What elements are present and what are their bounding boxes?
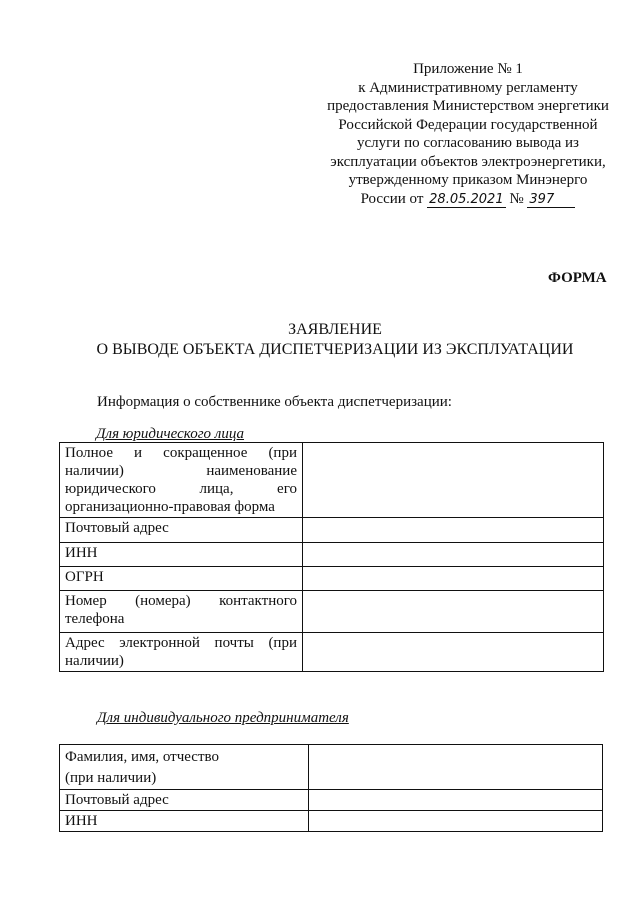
field-value-ogrn[interactable] xyxy=(303,567,604,591)
entrepreneur-label: Для индивидуального предпринимателя xyxy=(97,710,349,726)
document-subtitle: О ВЫВОДЕ ОБЪЕКТА ДИСПЕТЧЕРИЗАЦИИ ИЗ ЭКСПЛУАТАЦИИ xyxy=(96,341,574,358)
field-value-email[interactable] xyxy=(303,633,604,672)
field-label-postal-address: Почтовый адрес xyxy=(60,518,303,543)
appendix-reference-line: к Административному регламенту xyxy=(358,79,578,96)
appendix-number: Приложение № 1 xyxy=(413,61,523,77)
field-label-postal-address-ip: Почтовый адрес xyxy=(60,790,309,811)
order-number-handwritten: 397 xyxy=(527,193,575,208)
appendix-reference-line: эксплуатации объектов электроэнергетики, xyxy=(330,153,606,170)
field-label-full-name-ip xyxy=(60,745,309,790)
field-value-postal-address-ip[interactable] xyxy=(309,790,603,811)
document-title: ЗАЯВЛЕНИЕ xyxy=(288,321,382,338)
field-value-postal-address[interactable] xyxy=(303,518,604,543)
form-mark: ФОРМА xyxy=(548,270,607,286)
field-label-email: Адрес электронной почты (при наличии) xyxy=(60,633,303,672)
table-row xyxy=(60,518,604,543)
field-value-inn-ip[interactable] xyxy=(309,811,603,832)
field-label-ogrn: ОГРН xyxy=(60,567,303,591)
order-number-sign: № xyxy=(509,190,524,207)
legal-entity-table xyxy=(59,442,604,672)
field-label-phone: Номер (номера) контактного телефона xyxy=(60,591,303,633)
table-row xyxy=(60,543,604,567)
appendix-reference-line: Российской Федерации государственной xyxy=(338,116,598,133)
appendix-reference-line: утвержденному приказом Минэнерго xyxy=(348,172,588,188)
owner-info-heading: Информация о собственнике объекта диспетчеризации: xyxy=(97,394,452,410)
order-date-prefix: России от xyxy=(360,190,424,207)
table-row xyxy=(60,443,604,518)
appendix-reference-line: предоставления Министерством энергетики xyxy=(327,98,609,114)
table-row xyxy=(60,591,604,633)
order-date-handwritten: 28.05.2021 xyxy=(429,191,504,207)
appendix-header xyxy=(318,60,618,208)
table-row xyxy=(60,811,603,832)
table-row xyxy=(60,790,603,811)
field-label-inn: ИНН xyxy=(60,543,303,567)
field-value-phone[interactable] xyxy=(303,591,604,633)
field-value-full-name-ip[interactable] xyxy=(309,745,603,790)
table-row xyxy=(60,745,603,790)
field-label-full-name-line: (при наличии) xyxy=(65,770,157,786)
table-row xyxy=(60,567,604,591)
field-label-inn-ip: ИНН xyxy=(60,811,309,832)
appendix-reference-line: услуги по согласованию вывода из xyxy=(357,135,579,151)
appendix-order-line xyxy=(318,190,618,209)
field-value-inn[interactable] xyxy=(303,543,604,567)
table-row xyxy=(60,633,604,672)
field-label-full-name-line: Фамилия, имя, отчество xyxy=(65,749,219,765)
entrepreneur-table xyxy=(59,744,603,832)
legal-entity-label: Для юридического лица xyxy=(96,426,245,442)
field-value-full-name[interactable] xyxy=(303,443,604,518)
field-label-full-name: Полное и сокращенное (при наличии) наименование юридического лица, его организационно-правовая форма xyxy=(60,443,303,518)
